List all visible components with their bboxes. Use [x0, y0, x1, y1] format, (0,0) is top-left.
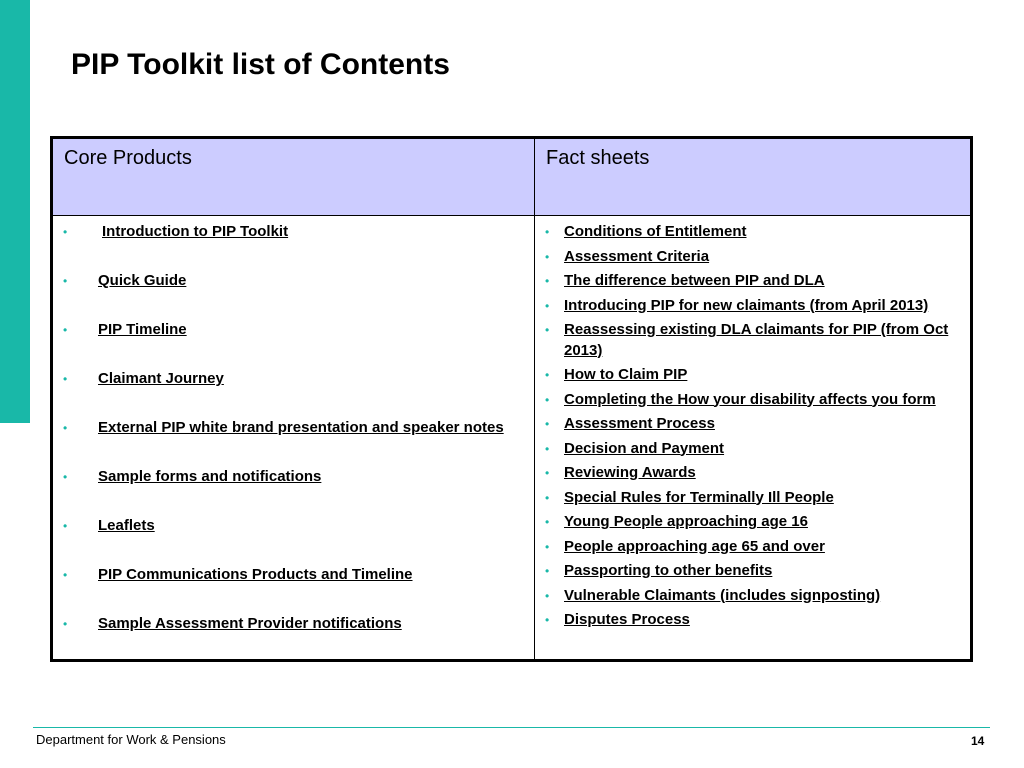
link-completing-form[interactable]: Completing the How your disability affects you form	[564, 390, 936, 408]
page-number: 14	[971, 734, 985, 748]
list-item	[543, 512, 960, 533]
bullet-icon: •	[545, 323, 550, 337]
list-item	[61, 222, 524, 243]
list-item	[61, 320, 524, 341]
footer-organisation: Department for Work & Pensions	[36, 732, 226, 747]
bullet-icon: •	[63, 617, 68, 631]
bullet-icon: •	[545, 466, 550, 480]
list-item	[61, 565, 524, 586]
list-item	[543, 365, 960, 386]
bullet-icon: •	[545, 274, 550, 288]
link-pip-vs-dla[interactable]: The difference between PIP and DLA	[564, 272, 825, 289]
link-reviewing-awards[interactable]: Reviewing Awards	[564, 464, 696, 481]
link-communications-products[interactable]: PIP Communications Products and Timeline	[98, 566, 413, 583]
link-vulnerable-claimants[interactable]: Vulnerable Claimants (includes signposting)	[564, 586, 881, 604]
bullet-icon: •	[545, 249, 550, 264]
list-item	[61, 418, 524, 439]
bullet-icon: •	[545, 441, 550, 456]
list-item	[61, 614, 524, 635]
link-special-rules[interactable]: Special Rules for Terminally Ill People	[564, 488, 834, 506]
header-core-products: Core Products	[52, 138, 535, 216]
link-quick-guide[interactable]: Quick Guide	[98, 272, 187, 289]
link-leaflets[interactable]: Leaflets	[98, 517, 155, 534]
fact-sheets-list	[543, 222, 960, 631]
contents-table	[50, 136, 973, 662]
bullet-icon: •	[63, 323, 68, 337]
list-item	[543, 586, 960, 607]
table-body-row	[52, 216, 972, 661]
bullet-icon: •	[63, 568, 68, 582]
list-item	[61, 516, 524, 537]
side-accent-bar	[0, 0, 30, 423]
list-item	[543, 610, 960, 631]
core-products-cell	[52, 216, 535, 661]
bullet-icon: •	[63, 519, 68, 533]
bullet-icon: •	[545, 515, 550, 529]
link-young-people[interactable]: Young People approaching age 16	[564, 513, 808, 530]
bullet-icon: •	[63, 274, 68, 288]
link-disputes-process[interactable]: Disputes Process	[564, 611, 690, 628]
list-item	[543, 537, 960, 558]
core-products-list	[61, 222, 524, 635]
list-item	[543, 320, 960, 361]
footer-divider	[33, 727, 990, 728]
list-item	[543, 463, 960, 484]
bullet-icon: •	[545, 417, 550, 431]
list-item	[543, 271, 960, 292]
fact-sheets-cell	[535, 216, 972, 661]
link-decision-and-payment[interactable]: Decision and Payment	[564, 439, 725, 457]
link-claimant-journey[interactable]: Claimant Journey	[98, 370, 224, 387]
bullet-icon: •	[545, 613, 550, 627]
slide-title: PIP Toolkit list of Contents	[71, 48, 450, 81]
link-people-65[interactable]: People approaching age 65 and over	[564, 537, 825, 555]
list-item	[61, 369, 524, 390]
link-how-to-claim[interactable]: How to Claim PIP	[564, 366, 688, 383]
link-introduction-to-pip-toolkit[interactable]: Introduction to PIP Toolkit	[102, 223, 289, 240]
link-external-presentation[interactable]: External PIP white brand presentation and speaker notes	[98, 419, 504, 436]
bullet-icon: •	[63, 470, 68, 484]
bullet-icon: •	[545, 539, 550, 554]
list-item	[543, 561, 960, 582]
bullet-icon: •	[545, 564, 550, 578]
bullet-icon: •	[63, 225, 68, 239]
list-item	[61, 271, 524, 292]
link-reassessing-dla[interactable]: Reassessing existing DLA claimants for PIP (from Oct 2013)	[564, 321, 949, 359]
link-assessment-process[interactable]: Assessment Process	[564, 415, 715, 432]
link-sample-forms[interactable]: Sample forms and notifications	[98, 468, 322, 485]
header-fact-sheets: Fact sheets	[535, 138, 972, 216]
link-assessment-criteria[interactable]: Assessment Criteria	[564, 247, 710, 265]
bullet-icon: •	[545, 392, 550, 407]
bullet-icon: •	[545, 225, 550, 239]
link-pip-timeline[interactable]: PIP Timeline	[98, 321, 187, 338]
bullet-icon: •	[545, 490, 550, 505]
list-item	[543, 390, 960, 411]
link-introducing-pip[interactable]: Introducing PIP for new claimants (from April 2013)	[564, 296, 929, 314]
list-item	[543, 488, 960, 509]
list-item	[543, 222, 960, 243]
link-conditions-of-entitlement[interactable]: Conditions of Entitlement	[564, 223, 747, 240]
list-item	[543, 247, 960, 268]
list-item	[543, 439, 960, 460]
bullet-icon: •	[545, 298, 550, 313]
list-item	[543, 414, 960, 435]
bullet-icon: •	[63, 372, 68, 386]
link-passporting[interactable]: Passporting to other benefits	[564, 562, 773, 579]
link-sample-assessment-notifications[interactable]: Sample Assessment Provider notifications	[98, 615, 402, 632]
bullet-icon: •	[545, 588, 550, 603]
list-item	[543, 296, 960, 317]
table-header-row	[52, 138, 972, 216]
bullet-icon: •	[545, 368, 550, 382]
bullet-icon: •	[63, 421, 68, 435]
list-item	[61, 467, 524, 488]
